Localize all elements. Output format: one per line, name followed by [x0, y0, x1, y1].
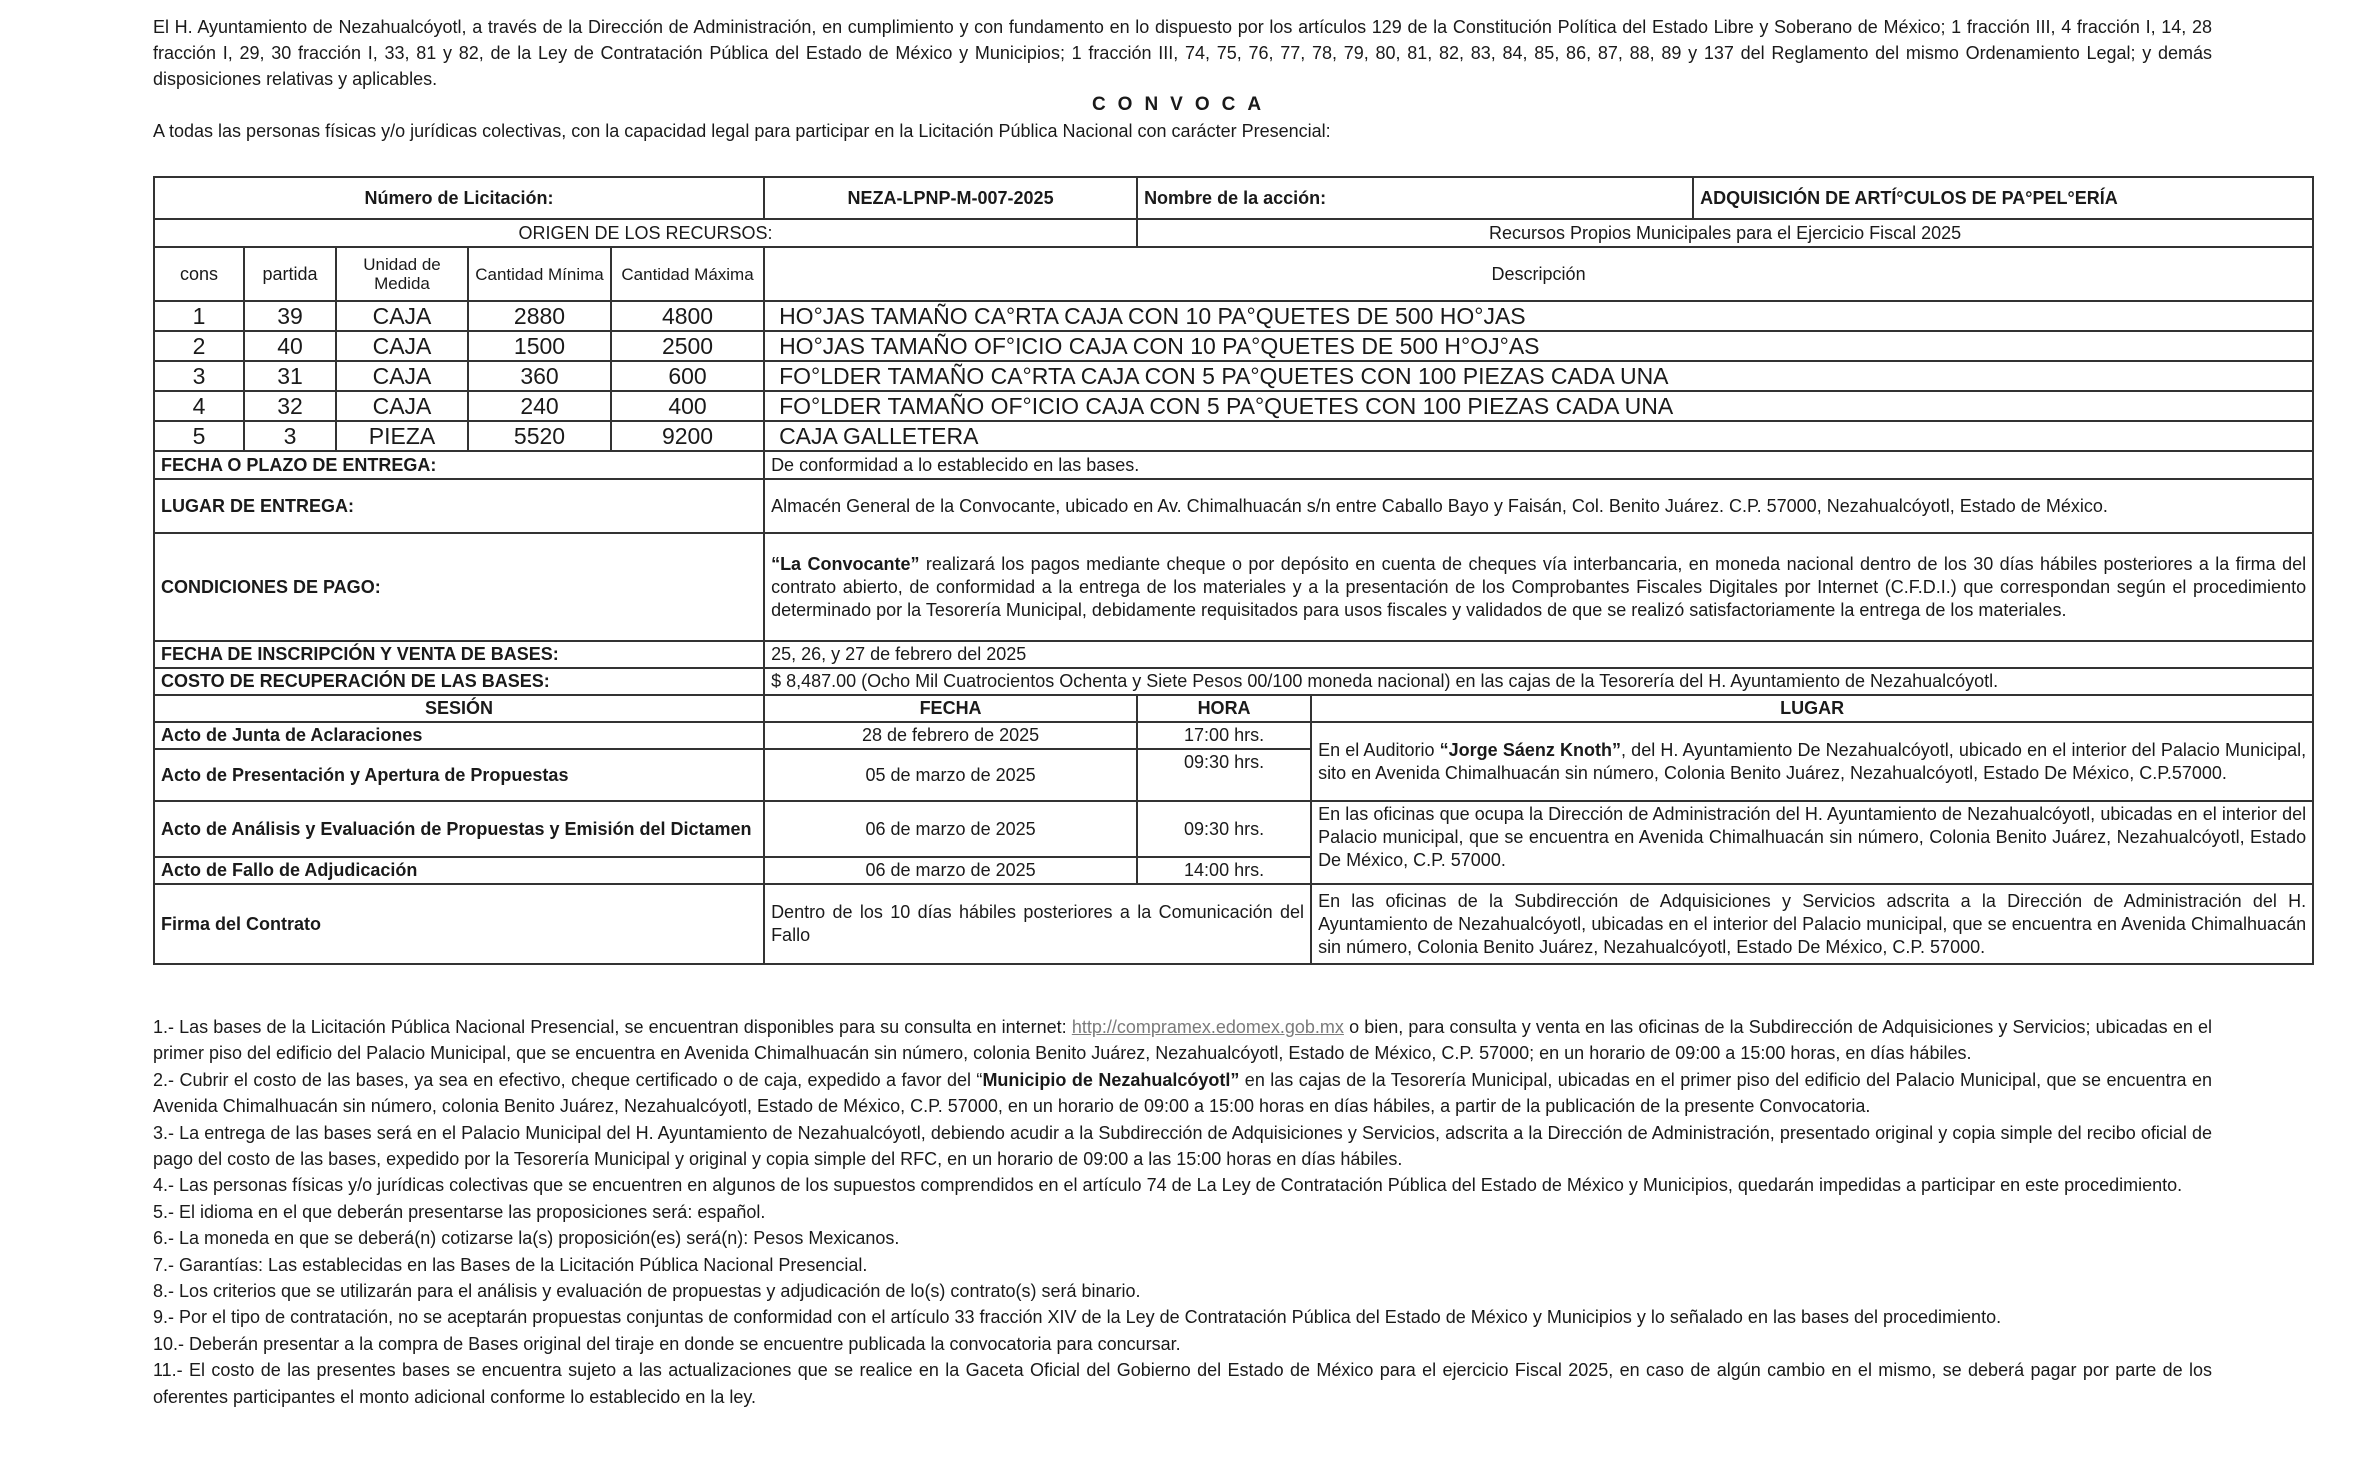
- item-minima: 240: [468, 391, 611, 421]
- item-maxima: 2500: [611, 331, 764, 361]
- costo-value: $ 8,487.00 (Ocho Mil Cuatrocientos Ochenta y Siete Pesos 00/100 moneda nacional) en las cajas de la Tesorería del H. Ayuntamiento de Nezahualcóyotl.: [764, 668, 2313, 695]
- note-10: 10.- Deberán presentar a la compra de Bases original del tiraje en donde se encuentre publicada la convocatoria para concursar.: [153, 1333, 1181, 1354]
- minima-header: Cantidad Mínima: [468, 247, 611, 301]
- note-11: 11.- El costo de las presentes bases se encuentra sujeto a las actualizaciones que se realice en la Gaceta Oficial del Gobierno del Estado de México para el ejercicio Fiscal 2025, en caso de algún cambio en el mismo, se deberá pagar por parte de los oferentes participantes el monto adicional conforme lo establecido en la ley.: [153, 1360, 2212, 1407]
- session-lugar-oficinas: En las oficinas que ocupa la Dirección de Administración del H. Ayuntamiento de Nezahualcóyotl, ubicadas en el interior del Palacio municipal, que se encuentra en Avenida Chimalhuacán sin número, Colonia Benito Juárez, Nezahualcóyotl, Estado De México, C.P. 57000.: [1311, 801, 2313, 884]
- intro-paragraph: El H. Ayuntamiento de Nezahualcóyotl, a través de la Dirección de Administración, en cumplimiento y con fundamento en lo dispuesto por los artículos 129 de la Constitución Política del Estado Libre y Soberano de México; 1 fracción III, 4 fracción I, 14, 28 fracción I, 29, 30 fracción I, 33, 81 y 82, de la Ley de Contratación Pública del Estado de México y Municipios; 1 fracción III, 74, 75, 76, 77, 78, 79, 80, 81, 82, 83, 84, 85, 86, 87, 88, 89 y 137 del Reglamento del mismo Ordenamiento Legal; y demás disposiciones relativas y aplicables.: [153, 17, 2212, 89]
- item-unidad: CAJA: [336, 361, 468, 391]
- note-5: 5.- El idioma en el que deberán presentarse las proposiciones será: español.: [153, 1201, 766, 1222]
- session-fecha: 06 de marzo de 2025: [764, 801, 1137, 857]
- item-minima: 1500: [468, 331, 611, 361]
- item-partida: 32: [244, 391, 336, 421]
- note-6: 6.- La moneda en que se deberá(n) cotizarse la(s) proposición(es) será(n): Pesos Mexicanos.: [153, 1228, 900, 1249]
- accion-value: ADQUISICIÓN DE ARTÍ°CULOS DE PA°PEL°ERÍA: [1693, 177, 2313, 219]
- item-cons: 1: [154, 301, 244, 331]
- item-partida: 3: [244, 421, 336, 451]
- addressed-line: A todas las personas físicas y/o jurídicas colectivas, con la capacidad legal para participar en la Licitación Pública Nacional con carácter Presencial:: [153, 121, 1331, 141]
- auditorio-pre: En el Auditorio: [1318, 739, 1440, 760]
- sesion-header: SESIÓN: [154, 695, 764, 722]
- session-hora: 09:30 hrs.: [1137, 749, 1311, 801]
- session-name: Acto de Presentación y Apertura de Propuestas: [154, 749, 764, 801]
- item-row: [154, 301, 2313, 331]
- note-2: [153, 1067, 2212, 1120]
- item-unidad: PIEZA: [336, 421, 468, 451]
- lugar-entrega-value: Almacén General de la Convocante, ubicado en Av. Chimalhuacán s/n entre Caballo Bayo y Faisán, Col. Benito Juárez. C.P. 57000, Nezahualcóyotl, Estado de México.: [764, 479, 2313, 533]
- origen-row: [154, 219, 2313, 247]
- lugar-header: LUGAR: [1311, 695, 2313, 722]
- origen-value: Recursos Propios Municipales para el Ejercicio Fiscal 2025: [1137, 219, 2313, 247]
- item-maxima: 400: [611, 391, 764, 421]
- item-row: [154, 421, 2313, 451]
- cons-header: cons: [154, 247, 244, 301]
- pago-text: realizará los pagos mediante cheque o por depósito en cuenta de cheques vía interbancaria, en moneda nacional dentro de los 30 días hábiles posteriores a la firma del contrato abierto, de conformidad a la entrega de los materiales y a la presentación de los Comprobantes Fiscales Digitales por Internet (C.F.D.I.) que correspondan según el procedimiento determinado por la Tesorería Municipal, debidamente requisitados para usos fiscales y validados de que se realizó satisfactoriamente la entrega de los materiales.: [771, 553, 2307, 620]
- note-8: 8.- Los criterios que se utilizarán para el análisis y evaluación de propuestas y adjudicación de lo(s) contrato(s) será binario.: [153, 1281, 1141, 1302]
- plazo-row: [154, 451, 2313, 479]
- fecha-header: FECHA: [764, 695, 1137, 722]
- pago-value: [764, 533, 2313, 641]
- item-minima: 5520: [468, 421, 611, 451]
- municipio-bold: Municipio de Nezahualcóyotl”: [982, 1069, 1240, 1090]
- inscripcion-value: 25, 26, y 27 de febrero del 2025: [764, 641, 2313, 668]
- note-2-text: 2.- Cubrir el costo de las bases, ya sea en efectivo, cheque certificado o de caja, expedido a favor del “: [153, 1069, 983, 1090]
- hora-header: HORA: [1137, 695, 1311, 722]
- item-unidad: CAJA: [336, 301, 468, 331]
- firma-name: Firma del Contrato: [154, 884, 764, 964]
- session-row: [154, 801, 2313, 857]
- item-partida: 39: [244, 301, 336, 331]
- costo-row: [154, 668, 2313, 695]
- licitacion-table: [153, 176, 2314, 965]
- item-cons: 3: [154, 361, 244, 391]
- unidad-header: Unidad de Medida: [336, 247, 468, 301]
- item-unidad: CAJA: [336, 391, 468, 421]
- session-name: Acto de Análisis y Evaluación de Propuestas y Emisión del Dictamen: [154, 801, 764, 857]
- partida-header: partida: [244, 247, 336, 301]
- session-name: Acto de Fallo de Adjudicación: [154, 857, 764, 884]
- item-cons: 5: [154, 421, 244, 451]
- item-row: [154, 361, 2313, 391]
- inscripcion-label: FECHA DE INSCRIPCIÓN Y VENTA DE BASES:: [154, 641, 764, 668]
- origen-label: ORIGEN DE LOS RECURSOS:: [154, 219, 1137, 247]
- item-descripcion: HO°JAS TAMAÑO CA°RTA CAJA CON 10 PA°QUETES DE 500 HO°JAS: [764, 301, 2313, 331]
- plazo-label: FECHA O PLAZO DE ENTREGA:: [154, 451, 764, 479]
- numero-value: NEZA-LPNP-M-007-2025: [764, 177, 1137, 219]
- item-descripcion: HO°JAS TAMAÑO OF°ICIO CAJA CON 10 PA°QUETES DE 500 H°OJ°AS: [764, 331, 2313, 361]
- item-partida: 31: [244, 361, 336, 391]
- item-unidad: CAJA: [336, 331, 468, 361]
- item-cons: 2: [154, 331, 244, 361]
- session-row: [154, 722, 2313, 749]
- note-2-text-end: en las cajas de la Tesorería Municipal, ubicadas en el primer piso del edificio del Palacio Municipal, que se encuentra en Avenida Chimalhuacán sin número, colonia Benito Juárez, Nezahualcóyotl, Estado de México, C.P. 57000, en un horario de 09:00 a 15:00 horas en días hábiles, a partir de la publicación de la presente Convocatoria.: [153, 1069, 2212, 1117]
- notes-list: [153, 1014, 2212, 1410]
- note-9: 9.- Por el tipo de contratación, no se aceptarán propuestas conjuntas de conformidad con el artículo 33 fracción XIV de la Ley de Contratación Pública del Estado de México y Municipios y lo señalado en las bases del procedimiento.: [153, 1307, 2002, 1328]
- lugar-entrega-row: [154, 479, 2313, 533]
- session-lugar-auditorio: [1311, 722, 2313, 801]
- convocante-bold: “La Convocante”: [771, 553, 920, 574]
- item-minima: 360: [468, 361, 611, 391]
- maxima-header: Cantidad Máxima: [611, 247, 764, 301]
- item-maxima: 9200: [611, 421, 764, 451]
- session-hora: 17:00 hrs.: [1137, 722, 1311, 749]
- accion-label: Nombre de la acción:: [1137, 177, 1693, 219]
- item-row: [154, 331, 2313, 361]
- note-1-text-end: o bien, para consulta y venta en las oficinas de la Subdirección de Adquisiciones y Servicios; ubicadas en el primer piso del edificio del Palacio Municipal, que se encuentra en Avenida Chimalhuacán sin número, colonia Benito Juárez, Nezahualcóyotl, Estado de México, C.P. 57000; en un horario de 09:00 a 15:00 horas, en días hábiles.: [153, 1017, 2212, 1064]
- convoca-heading: CONVOCA: [1091, 94, 1274, 115]
- lugar-entrega-label: LUGAR DE ENTREGA:: [154, 479, 764, 533]
- plazo-value: De conformidad a lo establecido en las bases.: [764, 451, 2313, 479]
- pago-row: [154, 533, 2313, 641]
- note-1-text: 1.- Las bases de la Licitación Pública Nacional Presencial, se encuentran disponibles para su consulta en internet:: [153, 1017, 1072, 1037]
- item-partida: 40: [244, 331, 336, 361]
- session-hora: 09:30 hrs.: [1137, 801, 1311, 857]
- costo-label: COSTO DE RECUPERACIÓN DE LAS BASES:: [154, 668, 764, 695]
- item-descripcion: FO°LDER TAMAÑO CA°RTA CAJA CON 5 PA°QUETES CON 100 PIEZAS CADA UNA: [764, 361, 2313, 391]
- item-cons: 4: [154, 391, 244, 421]
- compramex-link[interactable]: http://compramex.edomex.gob.mx: [1071, 1017, 1344, 1037]
- auditorio-post: , del H. Ayuntamiento De Nezahualcóyotl, ubicado en el interior del Palacio Municipal, sito en Avenida Chimalhuacán sin número, Colonia Benito Juárez, Nezahualcóyotl, Estado De México, C.P.57000.: [1318, 739, 2307, 783]
- licitacion-row: [154, 177, 2313, 219]
- session-fecha: 05 de marzo de 2025: [764, 749, 1137, 801]
- numero-label: Número de Licitación:: [154, 177, 764, 219]
- pago-label: CONDICIONES DE PAGO:: [154, 533, 764, 641]
- item-maxima: 600: [611, 361, 764, 391]
- session-name: Acto de Junta de Aclaraciones: [154, 722, 764, 749]
- note-3: 3.- La entrega de las bases será en el Palacio Municipal del H. Ayuntamiento de Nezahualcóyotl, debiendo acudir a la Subdirección de Adquisiciones y Servicios, adscrita a la Dirección de Administración, presentado original y copia simple del recibo oficial de pago del costo de las bases, expedido por la Tesorería Municipal y original y copia simple del RFC, en un horario de 09:00 a las 15:00 horas en días hábiles.: [153, 1122, 2212, 1170]
- session-fecha: 06 de marzo de 2025: [764, 857, 1137, 884]
- item-descripcion: CAJA GALLETERA: [764, 421, 2313, 451]
- items-header-row: [154, 247, 2313, 301]
- firma-lugar: En las oficinas de la Subdirección de Adquisiciones y Servicios adscrita a la Dirección de Administración del H. Ayuntamiento de Nezahualcóyotl, ubicadas en el interior del Palacio municipal, que se encuentra en Avenida Chimalhuacán sin número, Colonia Benito Juárez, Nezahualcóyotl, Estado De México, C.P. 57000.: [1311, 884, 2313, 964]
- session-hora: 14:00 hrs.: [1137, 857, 1311, 884]
- note-7: 7.- Garantías: Las establecidas en las Bases de la Licitación Pública Nacional Presencial.: [153, 1254, 868, 1275]
- item-minima: 2880: [468, 301, 611, 331]
- document-page: [153, 14, 2307, 1407]
- item-descripcion: FO°LDER TAMAÑO OF°ICIO CAJA CON 5 PA°QUETES CON 100 PIEZAS CADA UNA: [764, 391, 2313, 421]
- item-row: [154, 391, 2313, 421]
- firma-fecha: Dentro de los 10 días hábiles posteriores a la Comunicación del Fallo: [764, 884, 1311, 964]
- auditorio-name: “Jorge Sáenz Knoth”: [1439, 739, 1622, 760]
- inscripcion-row: [154, 641, 2313, 668]
- firma-row: [154, 884, 2313, 964]
- descripcion-header: Descripción: [764, 247, 2313, 301]
- sessions-header-row: [154, 695, 2313, 722]
- note-4: 4.- Las personas físicas y/o jurídicas colectivas que se encuentren en algunos de los supuestos comprendidos en el artículo 74 de La Ley de Contratación Pública del Estado de México y Municipios, quedarán impedidas a participar en este procedimiento.: [153, 1175, 2183, 1196]
- item-maxima: 4800: [611, 301, 764, 331]
- session-fecha: 28 de febrero de 2025: [764, 722, 1137, 749]
- note-1: [153, 1014, 2212, 1067]
